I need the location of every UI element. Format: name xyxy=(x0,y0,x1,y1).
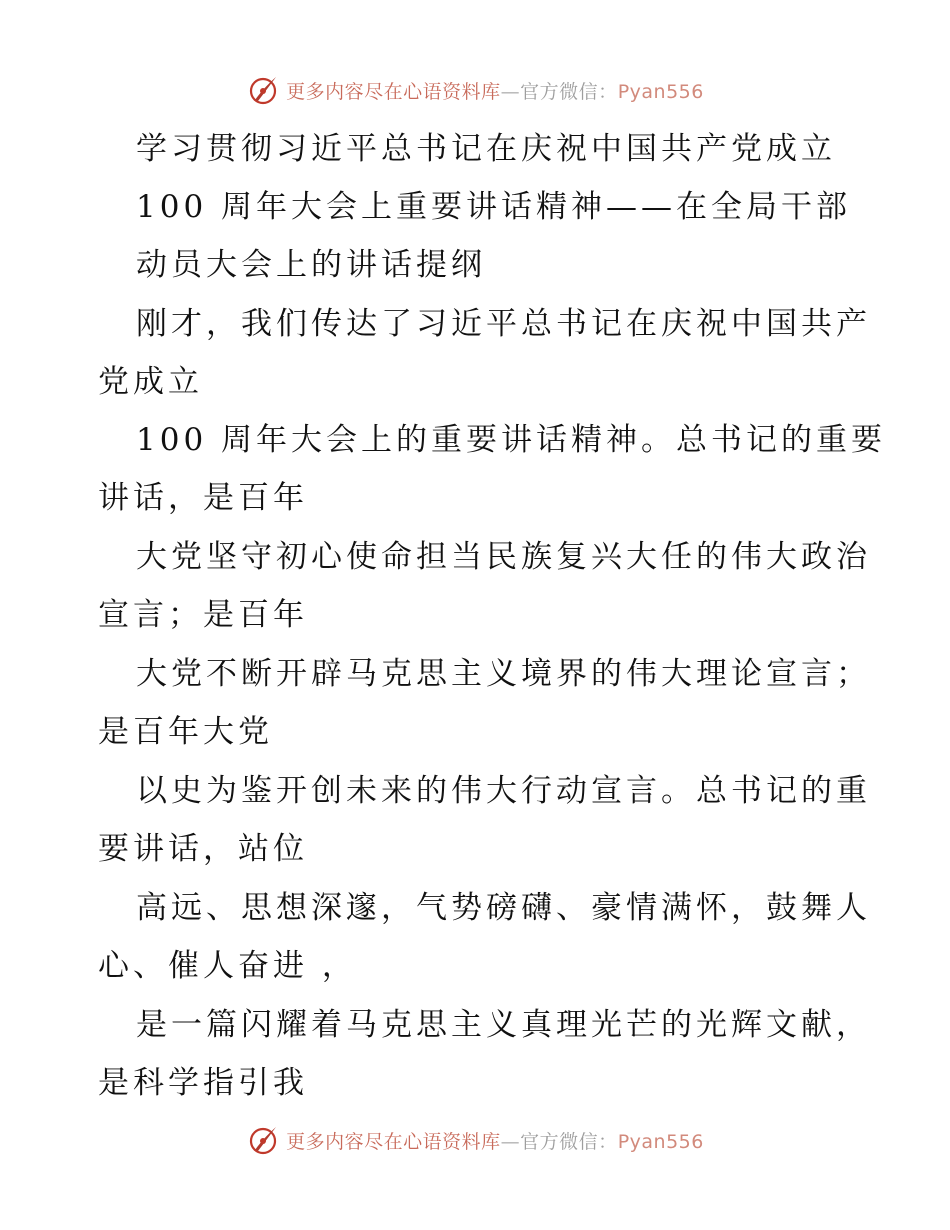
header-watermark xyxy=(0,70,950,110)
body-line: 党成立 xyxy=(98,364,203,400)
footer-watermark xyxy=(0,1120,950,1160)
body-line: 大党不断开辟马克思主义境界的伟大理论宣言； xyxy=(136,656,871,692)
watermark-wechat-label: 官方微信： xyxy=(520,1130,618,1153)
quill-pen-logo-icon xyxy=(246,73,280,107)
watermark-wechat-id: Pyan556 xyxy=(617,80,704,103)
quill-pen-logo-icon xyxy=(246,1123,280,1157)
title-line-1: 学习贯彻习近平总书记在庆祝中国共产党成立 xyxy=(136,131,836,167)
body-line: 大党坚守初心使命担当民族复兴大任的伟大政治 xyxy=(136,539,871,575)
body-line: 宣言；是百年 xyxy=(98,597,308,633)
watermark-separator: — xyxy=(500,1130,521,1153)
title-line-3: 动员大会上的讲话提纲 xyxy=(136,247,486,283)
watermark-wechat-label: 官方微信： xyxy=(520,80,618,103)
body-line: 是百年大党 xyxy=(98,714,273,750)
body-line: 100 周年大会上的重要讲话精神。总书记的重要 xyxy=(136,422,887,458)
watermark-separator: — xyxy=(500,80,521,103)
body-line: 是一篇闪耀着马克思主义真理光芒的光辉文献， xyxy=(136,1007,871,1043)
watermark-brand: 更多内容尽在心语资料库 xyxy=(286,80,501,103)
body-line: 讲话，是百年 xyxy=(98,480,308,516)
body-line: 要讲话，站位 xyxy=(98,831,308,867)
watermark-wechat-id: Pyan556 xyxy=(617,1130,704,1153)
watermark-brand: 更多内容尽在心语资料库 xyxy=(286,1130,501,1153)
body-line: 高远、思想深邃，气势磅礴、豪情满怀，鼓舞人 xyxy=(136,890,871,926)
body-line: 刚才，我们传达了习近平总书记在庆祝中国共产 xyxy=(136,306,871,342)
watermark-text xyxy=(286,77,704,104)
body-line: 是科学指引我 xyxy=(98,1065,308,1101)
body-line: 以史为鉴开创未来的伟大行动宣言。总书记的重 xyxy=(136,773,871,809)
title-line-2: 100 周年大会上重要讲话精神——在全局干部 xyxy=(136,189,852,225)
watermark-text xyxy=(286,1127,704,1154)
body-line: 心、催人奋进 ， xyxy=(98,948,357,984)
